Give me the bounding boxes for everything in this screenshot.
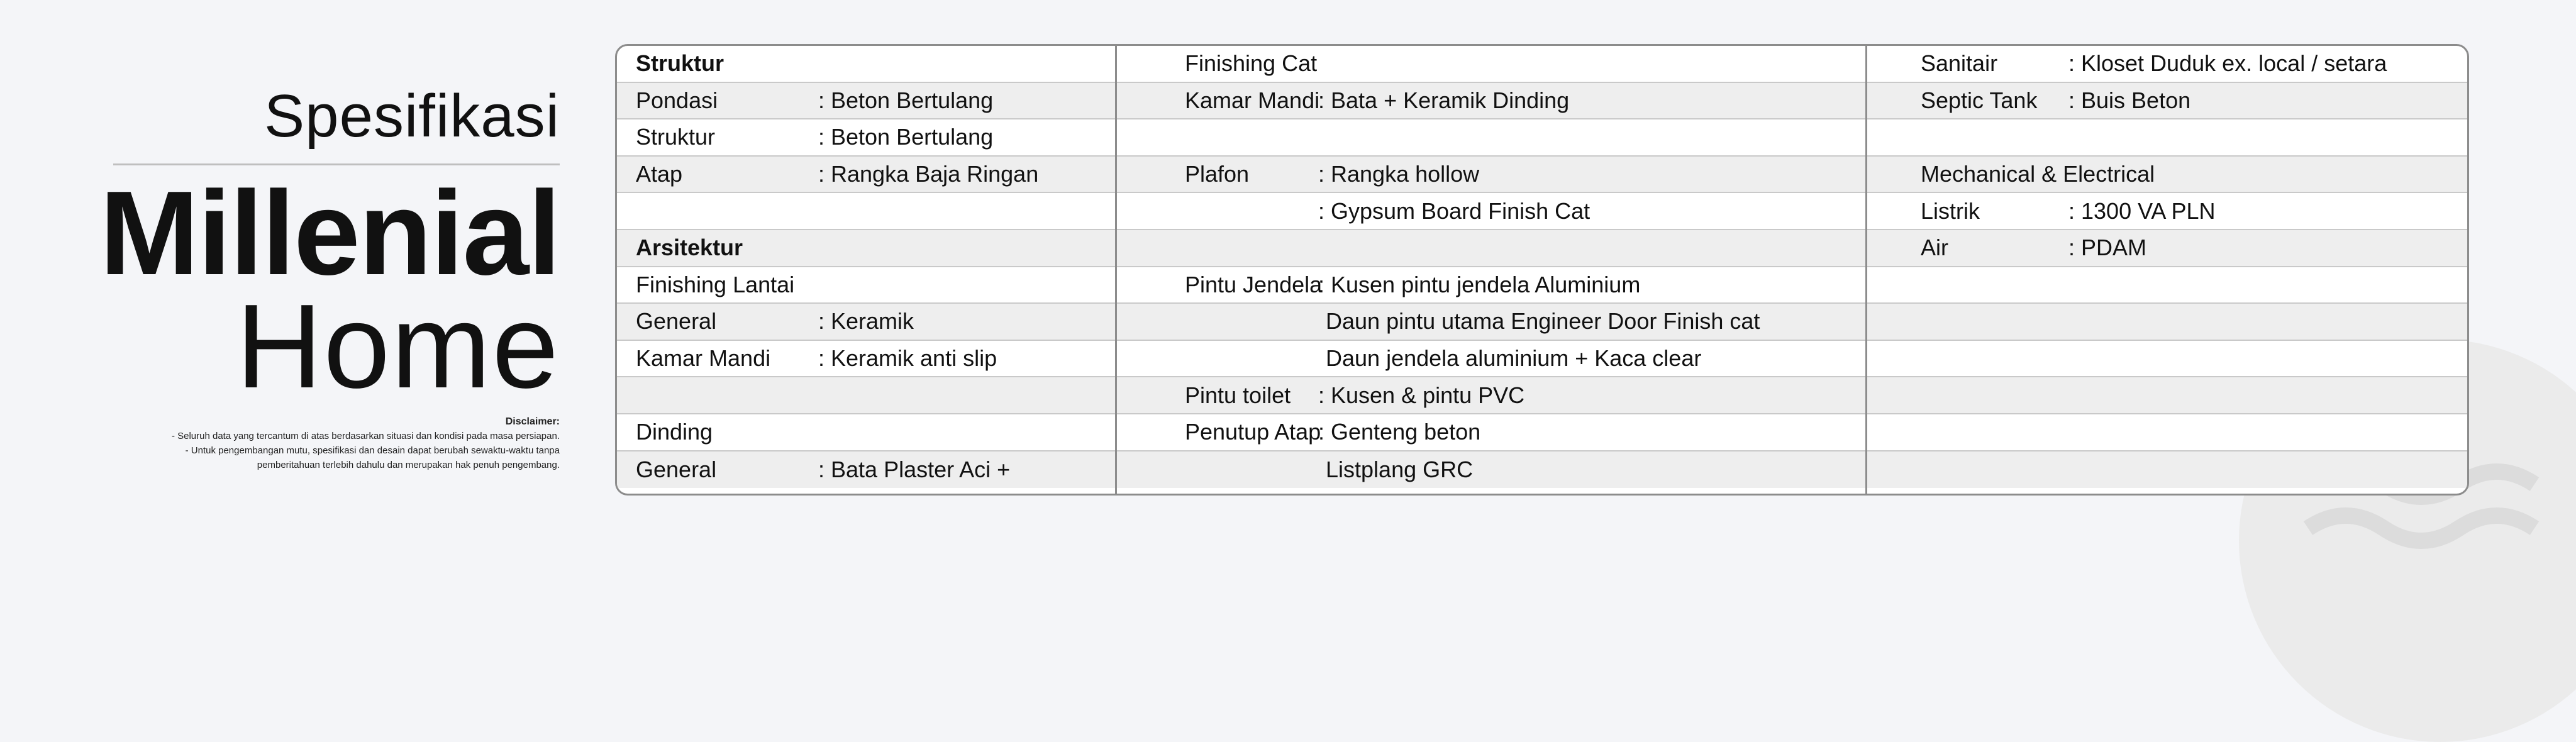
disclaimer-line: - Untuk pengembangan mutu, spesifikasi dan desain dapat berubah sewaktu-waktu tanpa [185,445,560,456]
table-row [1117,377,1865,414]
spec-value: Listplang GRC [1326,456,1474,482]
spec-label: Kamar Mandi [636,345,771,372]
table-row [1117,193,1865,230]
spec-label: General [636,308,717,335]
table-row [1867,377,2467,414]
table-row [617,157,1115,194]
table-row [1867,267,2467,304]
table-row [617,83,1115,120]
spec-value: : Rangka Baja Ringan [818,161,1039,187]
spec-value: Daun pintu utama Engineer Door Finish cat [1326,308,1760,335]
table-row [617,414,1115,451]
table-row [1117,230,1865,267]
spec-label: Pintu toilet [1185,382,1291,408]
spec-label: Kamar Mandi [1185,87,1320,113]
spec-value: : Bata Plaster Aci + [818,456,1011,482]
spec-value: : 1300 VA PLN [2068,197,2216,224]
table-row [617,230,1115,267]
table-row [1867,157,2467,194]
spec-label: Arsitektur [636,235,743,261]
spec-label: Dinding [636,419,713,445]
table-row [1117,451,1865,489]
spec-label: General [636,456,717,482]
spec-value: : Genteng beton [1318,419,1481,445]
spec-column-3 [1867,46,2467,494]
table-row [617,119,1115,157]
spec-label: Struktur [636,124,716,150]
table-row [1867,46,2467,83]
spec-value: : Beton Bertulang [818,87,994,113]
spec-value: : Keramik anti slip [818,345,997,372]
table-row [1117,83,1865,120]
spec-label: Penutup Atap [1185,419,1321,445]
title-millenial: Millenial [99,167,560,300]
table-row [1867,304,2467,341]
spec-label: Septic Tank [1921,87,2038,113]
spec-value: : Gypsum Board Finish Cat [1318,197,1591,224]
table-row [1117,267,1865,304]
spec-value: : Kusen & pintu PVC [1318,382,1525,408]
spec-column-1 [617,46,1117,494]
spec-label: Listrik [1921,197,1980,224]
disclaimer [94,414,560,472]
spec-label: Sanitair [1921,50,1998,77]
table-row [1867,193,2467,230]
spec-label: Pondasi [636,87,718,113]
title-divider [113,163,560,165]
spec-label: Atap [636,161,683,187]
table-row [1867,451,2467,489]
spec-table [615,44,2469,496]
spec-label: Pintu Jendela [1185,271,1323,297]
title-panel [94,75,560,472]
spec-label: Finishing Lantai [636,271,795,297]
table-row [617,377,1115,414]
table-row [617,304,1115,341]
table-row [1867,341,2467,378]
table-row [617,267,1115,304]
table-row [617,46,1115,83]
table-row [1117,119,1865,157]
spec-value: : Buis Beton [2068,87,2191,113]
spec-value: Daun jendela aluminium + Kaca clear [1326,345,1702,372]
spec-value: : Kloset Duduk ex. local / setara [2068,50,2387,77]
spec-label: Air [1921,235,1948,261]
spec-value: : Beton Bertulang [818,124,994,150]
spec-label: Struktur [636,50,724,77]
spec-value: : PDAM [2068,235,2147,261]
table-row [617,193,1115,230]
spec-label: Plafon [1185,161,1250,187]
table-row [1117,304,1865,341]
table-row [1117,414,1865,451]
table-row [1867,119,2467,157]
spec-value: : Keramik [818,308,914,335]
disclaimer-line: - Seluruh data yang tercantum di atas berdasarkan situasi dan kondisi pada masa persiapan. [171,431,560,441]
table-row [1867,414,2467,451]
spec-value: : Rangka hollow [1318,161,1480,187]
title-home: Home [236,280,560,413]
spec-value: : Kusen pintu jendela Aluminium [1318,271,1641,297]
disclaimer-heading: Disclaimer: [505,416,560,427]
spec-label: Finishing Cat [1185,50,1318,77]
spec-label: Mechanical & Electrical [1921,161,2155,187]
table-row [1117,157,1865,194]
spec-column-2 [1117,46,1867,494]
table-row [617,451,1115,489]
spec-value: : Bata + Keramik Dinding [1318,87,1570,113]
table-row [617,341,1115,378]
table-row [1867,83,2467,120]
table-row [1867,230,2467,267]
title-spesifikasi: Spesifikasi [264,82,560,150]
disclaimer-line: pemberitahuan terlebih dahulu dan merupakan hak penuh pengembang. [257,460,560,470]
table-row [1117,341,1865,378]
table-row [1117,46,1865,83]
